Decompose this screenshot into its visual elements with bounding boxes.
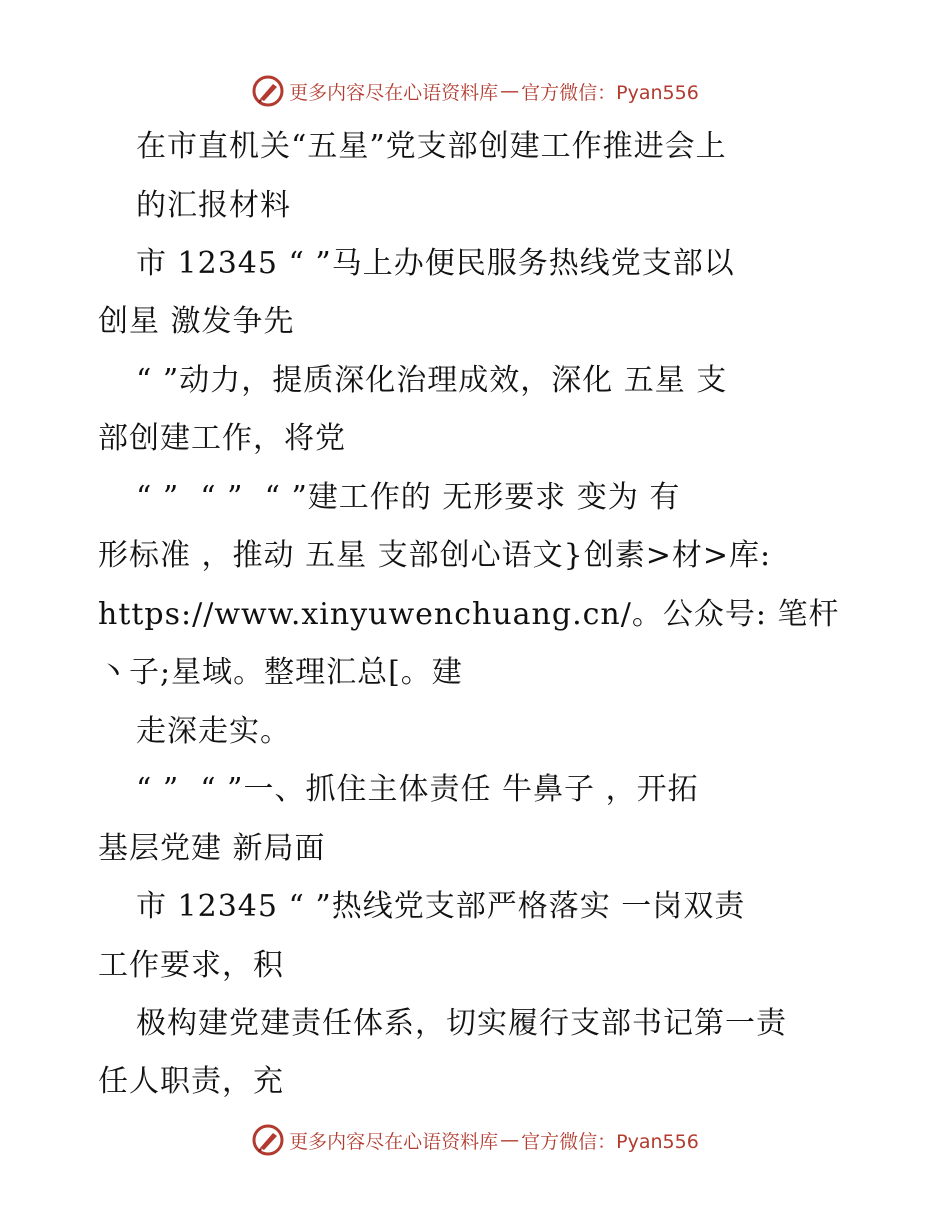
doc-line: 形标准 ，推动 五星 支部创心语文}创素>材>库: xyxy=(98,538,772,573)
doc-line: “ ”动力，提质深化治理成效，深化 五星 支 xyxy=(136,363,728,398)
doc-line: 工作要求，积 xyxy=(98,948,284,983)
banner-separator: — xyxy=(500,1129,520,1151)
doc-line: “ ” “ ”一、抓住主体责任 牛鼻子 ，开拓 xyxy=(136,772,699,807)
doc-line: “ ” “ ” “ ”建工作的 无形要求 变为 有 xyxy=(136,480,681,515)
doc-line: 的汇报材料 xyxy=(136,188,291,223)
banner-text: 更多内容尽在心语资料库 xyxy=(289,1130,499,1153)
footer-watermark xyxy=(0,1120,950,1160)
doc-line: 在市直机关“五星”党支部创建工作推进会上 xyxy=(136,129,727,164)
doc-line: 任人职责，充 xyxy=(98,1064,284,1099)
banner-wechat: 官方微信：Pyan556 xyxy=(521,1130,699,1153)
doc-line: 创星 激发争先 xyxy=(98,304,295,339)
doc-line: 市 12345 “ ”马上办便民服务热线党支部以 xyxy=(136,246,735,281)
doc-line: 走深走实。 xyxy=(136,714,291,749)
banner-wechat: 官方微信：Pyan556 xyxy=(521,81,699,104)
doc-line: 极构建党建责任体系，切实履行支部书记第一责 xyxy=(136,1006,787,1041)
doc-line: https://www.xinyuwenchuang.cn/。公众号: 笔杆 xyxy=(98,597,840,632)
doc-line: 市 12345 “ ”热线党支部严格落实 一岗双责 xyxy=(136,889,746,924)
banner-text: 更多内容尽在心语资料库 xyxy=(289,81,499,104)
doc-line: 基层党建 新局面 xyxy=(98,831,326,866)
pen-logo-icon xyxy=(251,1123,285,1157)
doc-line: 丶子;星域。整理汇总[。建 xyxy=(98,655,463,690)
doc-line: 部创建工作，将党 xyxy=(98,421,346,456)
banner-separator: — xyxy=(500,80,520,102)
